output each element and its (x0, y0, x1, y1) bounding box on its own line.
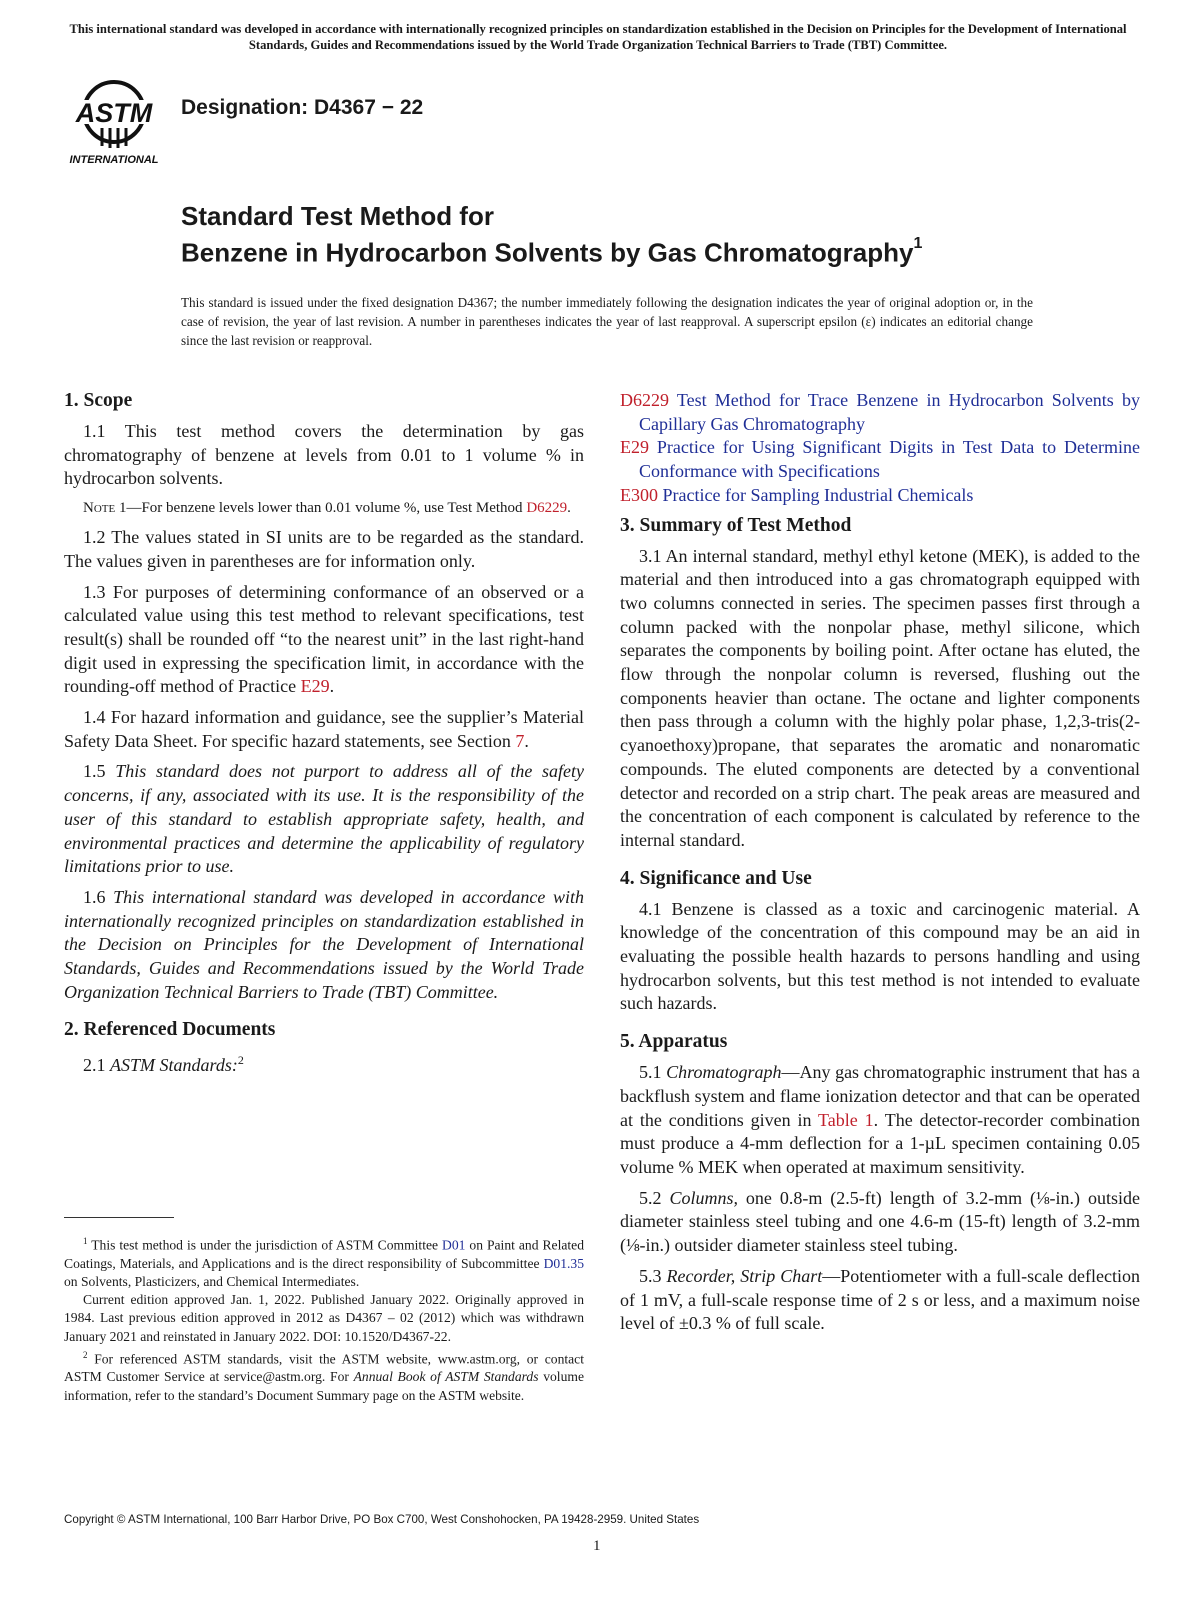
reference-item (620, 484, 1140, 508)
para-5-1-text: —Any gas chromatographic instrument that has a backflush system and flame ionization detector and that can be operated at the conditions given in (620, 1062, 1140, 1130)
para-1-2: 1.2 The values stated in SI units are to be regarded as the standard. The values given in parentheses are for information only. (64, 527, 584, 571)
footnote-2-fn-mark: 2 (83, 1349, 88, 1360)
left-column (64, 389, 584, 1085)
para-5-3 (620, 1265, 1140, 1336)
para-5-2-term: Columns, (669, 1187, 738, 1208)
footnote-2-text-a: For referenced ASTM standards, visit the ASTM website, www.astm.org, or contact ASTM Customer Service at service@astm.org. For (64, 1351, 584, 1385)
note-1 (64, 498, 584, 518)
para-1-3-text: 1.3 For purposes of determining conformance of an observed or a calculated value using this test method to relevant specifications, test result(s) shall be rounded off “to the nearest unit” in the last right-hand digit used in expressing the specification limit, in accordance with the rounding-off method of Practice (64, 581, 584, 697)
reference-item (620, 389, 1140, 436)
top-notice: This international standard was developed in accordance with internationally recognized principles on standardization established in the Decision on Principles for the Development of International Standards, Guides and Recommendations issued by the World Trade Organization Technical Barriers to Trade (TBT) Committee. (69, 22, 1127, 52)
ref-title[interactable]: Test Method for Trace Benzene in Hydrocarbon Solvents by Capillary Gas Chromatography (639, 390, 1140, 434)
para-5-1-end: . The detector-recorder combination must produce a 4-mm deflection for a 1-µL specimen containing 0.05 volume % MEK when operated at maximum sensitivity. (620, 1109, 1140, 1177)
page-number: 1 (593, 1538, 601, 1554)
section-2-heading: 2. Referenced Documents (64, 1019, 276, 1041)
para-2-1-num: 2.1 (83, 1055, 110, 1076)
para-1-5 (64, 760, 584, 879)
para-1-4-end: . (524, 730, 529, 751)
link-d01-35[interactable]: D01.35 (543, 1255, 584, 1271)
ref-title[interactable]: Practice for Sampling Industrial Chemicals (658, 484, 974, 505)
document-title (181, 200, 922, 269)
logo-text: ASTM (75, 98, 153, 128)
note-end: . (567, 500, 571, 517)
para-1-3 (64, 581, 584, 700)
footnote-2-italic: Annual Book of ASTM Standards (353, 1369, 539, 1385)
section-5-heading: 5. Apparatus (620, 1031, 728, 1053)
link-e29[interactable]: E29 (300, 676, 330, 697)
para-2-1 (64, 1049, 584, 1078)
title-line-2 (181, 232, 922, 269)
link-d6229[interactable]: D6229 (526, 500, 568, 517)
footnote-2 (64, 1346, 584, 1405)
para-1-5-num: 1.5 (83, 761, 116, 782)
designation: Designation: D4367 − 22 (181, 96, 424, 119)
para-5-1-term: Chromatograph (666, 1062, 782, 1083)
para-1-4-text: 1.4 For hazard information and guidance, see the supplier’s Material Safety Data Sheet. For specific hazard statements, see Section (64, 707, 584, 751)
title-footnote-mark: 1 (913, 235, 923, 252)
logo-subtext: INTERNATIONAL (69, 154, 159, 166)
para-1-5-text: This standard does not purport to address all of the safety concerns, if any, associated with its use. It is the responsibility of the user of this standard to establish appropriate safety, health, and environmental practices and determine the applicability of regulatory limitations prior to use. (64, 761, 585, 877)
link-d01[interactable]: D01 (442, 1237, 466, 1253)
para-5-2 (620, 1187, 1140, 1258)
para-1-6-text: This international standard was developed in accordance with internationally recognized principles on standardization established in the Decision on Principles for the Development of International Standards, Guides and Recommendations issued by the World Trade Organization Technical Barriers to Trade (TBT) Committee. (64, 886, 584, 1002)
reference-item (620, 436, 1140, 483)
para-3-1: 3.1 An internal standard, methyl ethyl ketone (MEK), is added to the material and then introduced into a gas chromatograph equipped with two columns connected in series. The specimen passes first through a column packed with the nonpolar phase, methyl silicone, which separates the components by boiling point. After octane has eluted, the flow through the nonpolar column is reversed, flushing out the components heavier than octane. The octane and lighter components then pass through a column with the highly polar phase, 1,2,3-tris(2-cyanoethoxy)propane, that separates the aromatic and nonaromatic compounds. The eluted components are detected by a conventional detector and recorded on a strip chart. The peak areas are measured and the concentration of each component is calculated by reference to the internal standard. (620, 545, 1140, 850)
footnote-2-text-b: volume information, refer to the standard’s Document Summary page on the ASTM website. (64, 1369, 584, 1403)
ref-code-d6229[interactable]: D6229 (620, 390, 669, 410)
para-5-2-text: one 0.8-m (2.5-ft) length of 3.2-mm (⅛-in.) outside diameter stainless steel tubing and one 4.6-m (15-ft) length of 3.2-mm (⅛-in.) outsider diameter stainless steel tubing. (620, 1187, 1140, 1256)
para-1-6 (64, 886, 584, 1005)
footnote-1 (64, 1232, 584, 1291)
note-label: Note (83, 500, 116, 517)
footnote-1-mark: 1 (83, 1236, 88, 1246)
ref-code-e29[interactable]: E29 (620, 437, 649, 458)
para-1-4 (64, 706, 584, 753)
ref-code-e300[interactable]: E300 (620, 484, 658, 505)
para-5-1-num: 5.1 (639, 1062, 667, 1083)
para-4-1: 4.1 Benzene is classed as a toxic and carcinogenic material. A knowledge of the concentration of this compound may be an aid in evaluating the possible health hazards to persons handling and using hydrocarbon solvents, but this test method is not intended to evaluate such hazards. (620, 898, 1140, 1014)
section-3-heading: 3. Summary of Test Method (620, 514, 852, 536)
para-5-1 (620, 1061, 1140, 1180)
title-line-2-text: Benzene in Hydrocarbon Solvents by Gas Chromatography (181, 237, 914, 268)
para-5-3-term: Recorder, Strip Chart (666, 1265, 823, 1286)
section-1-heading: 1. Scope (64, 390, 133, 411)
para-1-3-end: . (329, 676, 335, 697)
note-text: 1—For benzene levels lower than 0.01 volume %, use Test Method (115, 500, 527, 517)
footnote-1-text-a: This test method is under the jurisdiction of ASTM Committee (87, 1237, 443, 1253)
ref-title[interactable]: Practice for Using Significant Digits in Test Data to Determine Conformance with Specifications (639, 437, 1140, 482)
right-column (620, 389, 1140, 1343)
issued-note: This standard is issued under the fixed designation D4367; the number immediately following the designation indicates the year of original adoption or, in the case of revision, the year of last revision. A number in parentheses indicates the year of last reapproval. A superscript epsilon (ε) indicates an editorial change since the last revision or reapproval. (181, 295, 1033, 348)
para-2-1-text: ASTM Standards: (110, 1055, 238, 1076)
title-line-1: Standard Test Method for (181, 201, 494, 231)
para-5-2-num: 5.2 (639, 1187, 670, 1208)
link-table-1[interactable]: Table 1 (818, 1109, 874, 1130)
astm-logo (64, 70, 170, 166)
para-5-3-text: —Potentiometer with a full-scale deflection of 1 mV, a full-scale response time of 2 s or less, and a maximum noise level of ±0.3 % of full scale. (620, 1265, 1140, 1334)
footnote-2-mark: 2 (237, 1053, 244, 1068)
reference-list (620, 389, 1140, 508)
footnote-1-text-b: on Paint and Related Coatings, Materials, and Applications and is the direct responsibility of Subcommittee (64, 1237, 584, 1271)
para-1-6-num: 1.6 (83, 886, 114, 907)
section-4-heading: 4. Significance and Use (620, 867, 812, 889)
copyright: Copyright © ASTM International, 100 Barr Harbor Drive, PO Box C700, West Conshohocken, PA 19428-2959. United States (64, 1513, 700, 1526)
footnote-rule (64, 1217, 174, 1218)
para-1-1: 1.1 This test method covers the determination by gas chromatography of benzene at levels from 0.01 to 1 volume % in hydrocarbon solvents. (64, 421, 584, 489)
footnote-1-edition: Current edition approved Jan. 1, 2022. Published January 2022. Originally approved in 1984. Last previous edition approved in 2012 as D4367 – 02 (2012) which was withdrawn January 2021 and reinstated in January 2022. DOI: 10.1520/D4367-22. (64, 1292, 584, 1344)
link-section-7[interactable]: 7 (515, 730, 525, 751)
footnotes (64, 1232, 584, 1405)
para-5-3-num: 5.3 (639, 1265, 667, 1286)
footnote-1-text-c: on Solvents, Plasticizers, and Chemical Intermediates. (64, 1273, 360, 1289)
